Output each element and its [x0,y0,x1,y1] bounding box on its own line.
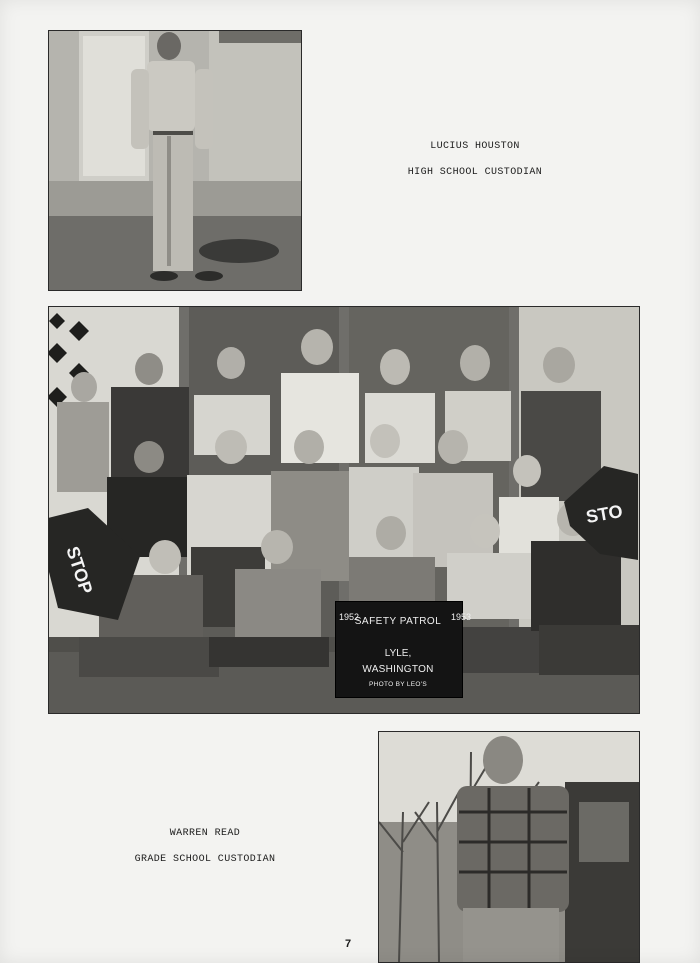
photo-lucius-houston [48,30,302,291]
page-number: 7 [344,938,352,950]
stop-sign-left [48,508,140,620]
stop-sign-left-label: STOP [62,543,97,597]
sign-year-right: 1953 [451,612,472,622]
caption-title: GRADE SCHOOL CUSTODIAN [134,854,276,865]
sign-year-left: 1952 [339,612,360,622]
photo-warren-read [378,731,640,963]
caption-title: HIGH SCHOOL CUSTODIAN [407,167,543,178]
caption-name: WARREN READ [169,828,241,839]
sign-state: WASHINGTON [362,664,434,675]
sign-title: SAFETY PATROL [354,616,442,627]
sign-town: LYLE, [384,648,412,659]
stop-sign-right-label: STO [584,500,625,528]
caption-name: LUCIUS HOUSTON [430,141,520,152]
sign-photo-credit: PHOTO BY LEO'S [369,681,427,688]
caption-warren-read [90,821,320,873]
caption-lucius-houston [360,134,590,186]
stop-sign-right [564,466,638,560]
safety-patrol-sign [335,601,472,698]
